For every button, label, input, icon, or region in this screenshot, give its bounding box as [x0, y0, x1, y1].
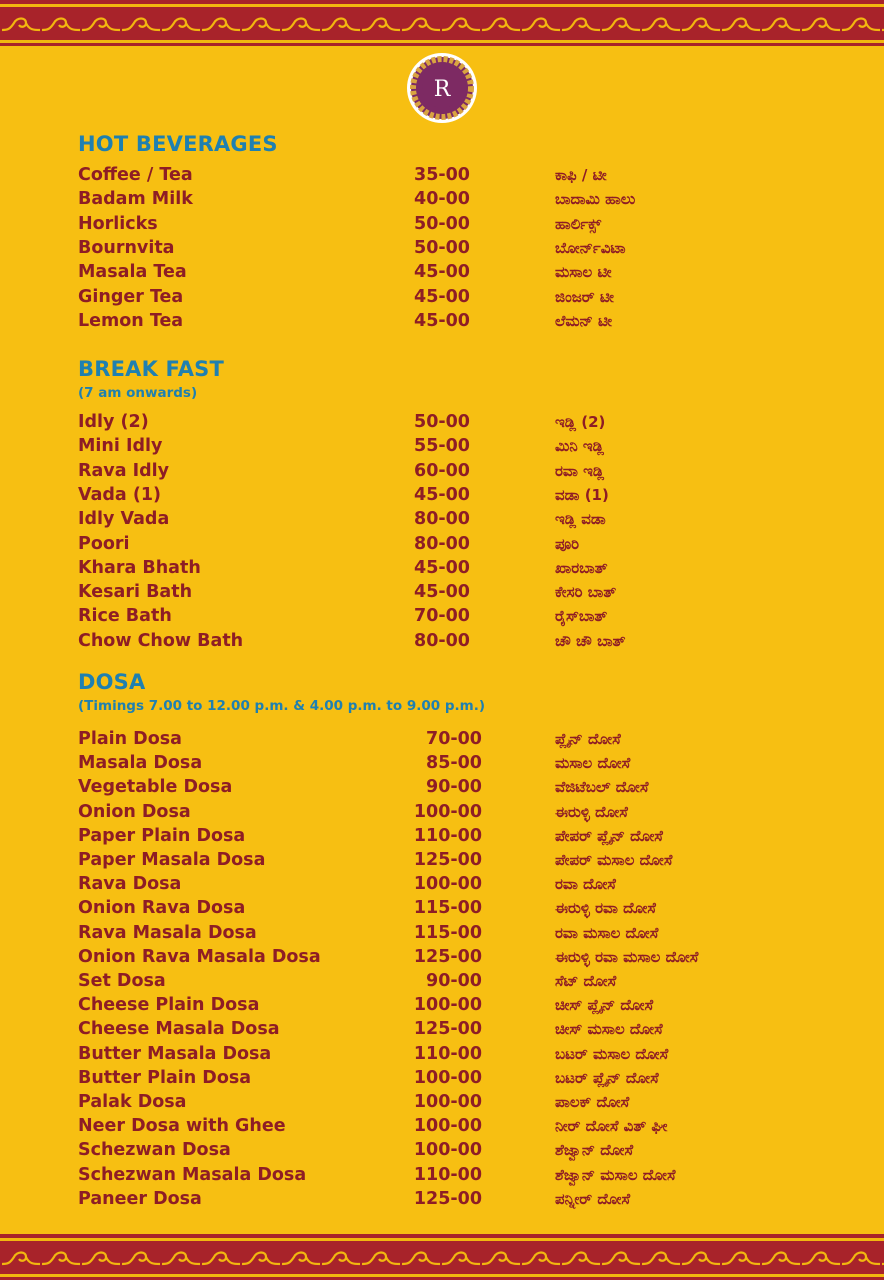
menu-item-price: 35-00 [414, 165, 470, 185]
menu-item-name: Paper Masala Dosa [78, 850, 266, 870]
menu-item [0, 165, 884, 189]
menu-item [0, 1189, 884, 1213]
menu-item-kannada-name: ಮಿನಿ ಇಡ್ಲಿ [555, 437, 604, 456]
menu-item-name: Horlicks [78, 213, 158, 234]
menu-item-kannada-name: ಹಾರ್ಲಿಕ್ಸ್ [555, 214, 602, 233]
menu-item-price: 45-00 [414, 582, 470, 603]
menu-item-kannada-name: ಶೆಜ್ವಾನ್ ದೋಸೆ [555, 1141, 634, 1160]
menu-item-kannada-name: ಈರುಳ್ಳಿ ರವಾ ಮಸಾಲ ದೋಸೆ [555, 947, 699, 966]
menu-item-kannada-name: ಪೇಪರ್ ಪ್ಲೈನ್ ದೋಸೆ [555, 826, 663, 845]
menu-item [0, 1044, 884, 1068]
menu-item [0, 606, 884, 630]
bottom-decorative-border [0, 1234, 884, 1280]
menu-item [0, 947, 884, 971]
menu-item-kannada-name: ವಡಾ (1) [555, 485, 609, 504]
menu-item-price: 110-00 [413, 1164, 482, 1185]
menu-item-name: Ginger Tea [78, 286, 184, 307]
menu-item-name: Rava Dosa [78, 874, 182, 895]
menu-item-kannada-name: ಕಾಫಿ / ಟೀ [555, 166, 607, 184]
menu-item-kannada-name: ಪ್ಲೈನ್ ದೋಸೆ [555, 730, 621, 748]
menu-item [0, 311, 884, 335]
menu-item-price: 85-00 [426, 753, 482, 774]
menu-item [0, 534, 884, 558]
section-title-break-fast: BREAK FAST [78, 357, 224, 381]
menu-item [0, 850, 884, 874]
menu-item-price: 80-00 [414, 630, 470, 651]
menu-item [0, 287, 884, 311]
menu-item-name: Cheese Masala Dosa [78, 1019, 280, 1040]
menu-item [0, 582, 884, 606]
menu-item-kannada-name: ಖಾರಬಾತ್ [555, 558, 608, 577]
menu-item [0, 1140, 884, 1164]
menu-item [0, 214, 884, 238]
menu-item-name: Badam Milk [78, 189, 193, 210]
menu-item-name: Onion Rava Dosa [78, 898, 246, 919]
menu-item-kannada-name: ಈರುಳ್ಳಿ ರವಾ ದೋಸೆ [555, 899, 656, 918]
menu-item-price: 50-00 [414, 237, 470, 258]
menu-item-kannada-name: ಚೀಸ್ ಮಸಾಲ ದೋಸೆ [555, 1020, 663, 1039]
menu-item-kannada-name: ಚೌ ಚೌ ಬಾತ್ [555, 631, 626, 650]
menu-item-kannada-name: ಲೆಮನ್ ಟೀ [555, 311, 613, 330]
menu-item-name: Set Dosa [78, 971, 166, 991]
menu-item-name: Idly Vada [78, 509, 170, 530]
menu-item-price: 100-00 [413, 874, 482, 895]
menu-item-price: 80-00 [414, 533, 470, 554]
menu-item-name: Poori [78, 533, 130, 554]
menu-item [0, 995, 884, 1019]
menu-item [0, 1092, 884, 1116]
menu-item-price: 100-00 [413, 1067, 482, 1088]
menu-item-price: 100-00 [413, 995, 482, 1016]
menu-item [0, 509, 884, 533]
menu-item [0, 436, 884, 460]
menu-item-price: 70-00 [426, 729, 482, 749]
menu-item-name: Coffee / Tea [78, 165, 193, 185]
menu-item-name: Khara Bhath [78, 557, 201, 578]
menu-item-kannada-name: ಮಸಾಲ ಟೀ [555, 263, 612, 282]
menu-item-price: 125-00 [413, 1188, 482, 1209]
menu-item-kannada-name: ರವಾ ದೋಸೆ [555, 875, 616, 894]
menu-item-name: Plain Dosa [78, 729, 182, 749]
menu-item-kannada-name: ಶೆಜ್ವಾನ್ ಮಸಾಲ ದೋಸೆ [555, 1165, 676, 1184]
menu-item-kannada-name: ಮಸಾಲ ದೋಸೆ [555, 754, 631, 773]
menu-item [0, 898, 884, 922]
menu-item-name: Kesari Bath [78, 582, 193, 603]
menu-item [0, 461, 884, 485]
menu-item-kannada-name: ಪೇಪರ್ ಮಸಾಲ ದೋಸೆ [555, 851, 673, 869]
menu-item-price: 100-00 [413, 801, 482, 822]
menu-item-name: Bournvita [78, 237, 175, 258]
menu-item-price: 110-00 [413, 825, 482, 846]
menu-item [0, 1068, 884, 1092]
menu-item-name: Rava Idly [78, 460, 170, 481]
menu-item-price: 45-00 [414, 310, 470, 331]
menu-item-name: Idly (2) [78, 412, 149, 432]
menu-item [0, 1019, 884, 1043]
menu-item [0, 753, 884, 777]
menu-item-price: 100-00 [413, 1092, 482, 1112]
menu-item-price: 125-00 [413, 850, 482, 870]
menu-item-name: Onion Rava Masala Dosa [78, 946, 321, 967]
menu-item-name: Butter Plain Dosa [78, 1067, 252, 1088]
menu-item-kannada-name: ಈರುಳ್ಳಿ ದೋಸೆ [555, 802, 628, 821]
menu-item [0, 923, 884, 947]
section-title-hot-beverages: HOT BEVERAGES [78, 132, 278, 156]
section-subtitle-break-fast: (7 am onwards) [78, 385, 198, 401]
scroll-pattern-icon [0, 1234, 884, 1280]
menu-item-name: Rice Bath [78, 606, 172, 627]
menu-item-name: Onion Dosa [78, 801, 191, 822]
menu-item-price: 45-00 [414, 262, 470, 283]
menu-item-name: Paper Plain Dosa [78, 825, 246, 846]
menu-item [0, 777, 884, 801]
menu-item [0, 558, 884, 582]
menu-item-kannada-name: ರೈಸ್‌ಬಾತ್ [555, 607, 608, 626]
menu-item-price: 45-00 [414, 286, 470, 307]
menu-item-kannada-name: ಬೋರ್ನ್‌ವಿಟಾ [555, 238, 626, 257]
menu-item [0, 1165, 884, 1189]
menu-item-price: 45-00 [414, 484, 470, 505]
menu-item-name: Masala Dosa [78, 753, 203, 774]
menu-item-kannada-name: ನೀರ್ ದೋಸೆ ವಿತ್ ಘೀ [555, 1117, 668, 1136]
menu-item-price: 80-00 [414, 509, 470, 530]
menu-item-kannada-name: ಬಟರ್ ಪ್ಲೈನ್ ದೋಸೆ [555, 1068, 659, 1087]
menu-item-kannada-name: ಸೆಟ್ ದೋಸೆ [555, 972, 617, 990]
menu-item-name: Butter Masala Dosa [78, 1043, 272, 1064]
menu-item-name: Cheese Plain Dosa [78, 995, 260, 1016]
menu-item-price: 50-00 [414, 412, 470, 432]
menu-item-price: 115-00 [413, 898, 482, 919]
menu-item [0, 826, 884, 850]
menu-item-price: 45-00 [414, 557, 470, 578]
menu-item-kannada-name: ಪಾಲಕ್ ದೋಸೆ [555, 1093, 630, 1111]
menu-item-price: 90-00 [426, 971, 482, 991]
menu-item-kannada-name: ಚೀಸ್ ಪ್ಲೈನ್ ದೋಸೆ [555, 996, 654, 1015]
restaurant-logo [406, 52, 478, 124]
menu-item-price: 55-00 [414, 436, 470, 457]
menu-item-price: 50-00 [414, 213, 470, 234]
menu-item-kannada-name: ಪನ್ನೀರ್ ದೋಸೆ [555, 1189, 631, 1208]
menu-item-price: 125-00 [413, 946, 482, 967]
menu-item-kannada-name: ಪೂರಿ [555, 534, 580, 553]
menu-item [0, 874, 884, 898]
menu-item [0, 971, 884, 995]
menu-item-name: Lemon Tea [78, 310, 184, 331]
menu-item-name: Mini Idly [78, 436, 163, 457]
menu-item [0, 729, 884, 753]
menu-item-name: Vada (1) [78, 484, 161, 505]
top-decorative-border [0, 0, 884, 46]
menu-item [0, 238, 884, 262]
menu-item-name: Neer Dosa with Ghee [78, 1116, 286, 1137]
menu-item-name: Schezwan Dosa [78, 1140, 231, 1161]
menu-item-price: 125-00 [413, 1019, 482, 1040]
menu-item-name: Masala Tea [78, 262, 187, 283]
logo-letter: R [433, 77, 451, 102]
menu-item-price: 100-00 [413, 1116, 482, 1137]
menu-item-name: Rava Masala Dosa [78, 922, 257, 943]
scroll-pattern-icon [0, 0, 884, 46]
menu-item-kannada-name: ವೆಜಿಟೆಬಲ್ ದೋಸೆ [555, 778, 649, 797]
menu-item [0, 1116, 884, 1140]
menu-item-kannada-name: ಬಾದಾಮಿ ಹಾಲು [555, 190, 636, 209]
menu-item-price: 60-00 [414, 460, 470, 481]
menu-item-name: Palak Dosa [78, 1092, 187, 1112]
menu-item [0, 412, 884, 436]
menu-item [0, 189, 884, 213]
menu-item [0, 262, 884, 286]
menu-item-name: Chow Chow Bath [78, 630, 244, 651]
menu-item-kannada-name: ರವಾ ಇಡ್ಲಿ [555, 461, 605, 480]
menu-item-price: 40-00 [414, 189, 470, 210]
menu-item-price: 115-00 [413, 922, 482, 943]
menu-item-kannada-name: ಕೇಸರಿ ಬಾತ್ [555, 583, 617, 602]
menu-item-name: Paneer Dosa [78, 1188, 202, 1209]
menu-item-kannada-name: ಬಟರ್ ಮಸಾಲ ದೋಸೆ [555, 1044, 669, 1063]
logo-emblem-icon [406, 52, 478, 124]
menu-item-price: 90-00 [426, 777, 482, 798]
menu-item-kannada-name: ಇಡ್ಲಿ ವಡಾ [555, 510, 606, 529]
menu-item-price: 110-00 [413, 1043, 482, 1064]
menu-item [0, 631, 884, 655]
menu-item-kannada-name: ಜಿಂಜರ್ ಟೀ [555, 287, 614, 306]
menu-item-price: 70-00 [414, 606, 470, 627]
menu-item-name: Schezwan Masala Dosa [78, 1164, 307, 1185]
menu-item-kannada-name: ಇಡ್ಲಿ (2) [555, 413, 606, 431]
menu-item [0, 802, 884, 826]
menu-item-name: Vegetable Dosa [78, 777, 233, 798]
section-subtitle-dosa: (Timings 7.00 to 12.00 p.m. & 4.00 p.m. to 9.00 p.m.) [78, 698, 485, 714]
section-title-dosa: DOSA [78, 670, 146, 694]
menu-item-price: 100-00 [413, 1140, 482, 1161]
menu-item [0, 485, 884, 509]
menu-item-kannada-name: ರವಾ ಮಸಾಲ ದೋಸೆ [555, 923, 659, 942]
